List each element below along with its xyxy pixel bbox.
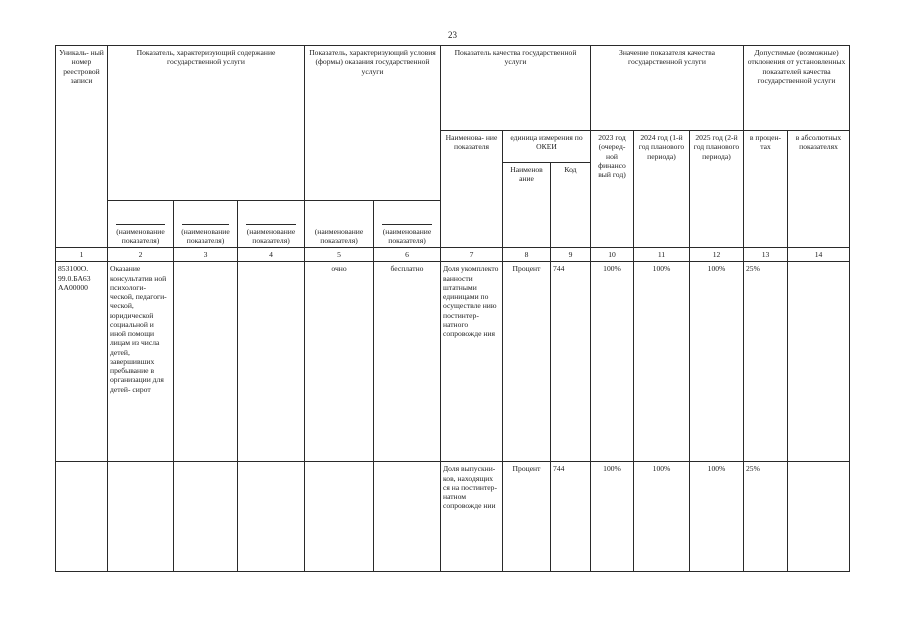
cell-code: 744: [551, 262, 591, 462]
col-number: 7: [441, 248, 503, 262]
cell-unit: Процент: [503, 262, 551, 462]
header-content-indicator: Показатель, характеризующий содержание государственной услуги: [108, 46, 305, 201]
col-number: 6: [374, 248, 441, 262]
subheader-condition-2: (наименование показателя): [374, 201, 441, 248]
cell-deviation-absolute: [788, 462, 850, 572]
col-number: 8: [503, 248, 551, 262]
header-allowed-deviations: Допустимые (возможные) отклонения от установленных показателей качества государственной услуги: [744, 46, 850, 131]
subheader-content-1: (наименование показателя): [108, 201, 174, 248]
col-number: 2: [108, 248, 174, 262]
header-percent: в процен- тах: [744, 131, 788, 248]
cell-value-2025: 100%: [690, 462, 744, 572]
col-number: 9: [551, 248, 591, 262]
cell-content-3: [238, 262, 305, 462]
col-number: 13: [744, 248, 788, 262]
cell-content-1: Оказание консультатив ной психологи- ческой, педагоги- ческой, юридической социальной и иной помощи лицам из числа детей, завершивших пребывание в организации для детей- сирот: [108, 262, 174, 462]
header-quality-indicator: Показатель качества государственной услуги: [441, 46, 591, 131]
col-number: 11: [634, 248, 690, 262]
cell-record: [56, 462, 108, 572]
cell-condition-1: [305, 462, 374, 572]
column-numbers-row: [56, 248, 850, 262]
page-number: 23: [448, 30, 457, 40]
cell-content-1: [108, 462, 174, 572]
cell-value-2024: 100%: [634, 462, 690, 572]
table-row: [56, 462, 850, 572]
col-number: 14: [788, 248, 850, 262]
cell-unit: Процент: [503, 462, 551, 572]
header-year-2023: 2023 год (очеред- ной финансо вый год): [591, 131, 634, 248]
cell-content-2: [174, 262, 238, 462]
header-year-2024: 2024 год (1-й год планового периода): [634, 131, 690, 248]
table-row: [56, 262, 850, 462]
cell-condition-1: очно: [305, 262, 374, 462]
cell-deviation-absolute: [788, 262, 850, 462]
quality-indicators-table: [55, 45, 850, 572]
header-unit-okei: единица измерения по ОКЕИ: [503, 131, 591, 163]
cell-value-2023: 100%: [591, 262, 634, 462]
col-number: 4: [238, 248, 305, 262]
cell-code: 744: [551, 462, 591, 572]
header-unit-name: Наименов ание: [503, 163, 551, 248]
cell-condition-2: бесплатно: [374, 262, 441, 462]
header-quality-values: Значение показателя качества государственной услуги: [591, 46, 744, 131]
cell-indicator: Доля укомплекто ванности штатными единицами по осуществле нию постинтер- натного сопровожде ния: [441, 262, 503, 462]
header-conditions-indicator: Показатель, характеризующий условия (формы) оказания государственной услуги: [305, 46, 441, 201]
cell-value-2025: 100%: [690, 262, 744, 462]
cell-value-2023: 100%: [591, 462, 634, 572]
header-unique-record: Уникаль- ный номер реестровой записи: [56, 46, 108, 248]
col-number: 3: [174, 248, 238, 262]
header-year-2025: 2025 год (2-й год планового периода): [690, 131, 744, 248]
subheader-condition-1: (наименование показателя): [305, 201, 374, 248]
cell-content-2: [174, 462, 238, 572]
col-number: 12: [690, 248, 744, 262]
col-number: 1: [56, 248, 108, 262]
subheader-content-2: (наименование показателя): [174, 201, 238, 248]
cell-indicator: Доля выпускни- ков, находящих ся на постинтер- натном сопровожде нии: [441, 462, 503, 572]
subheader-content-3: (наименование показателя): [238, 201, 305, 248]
cell-record: 853100О. 99.0.БА63 АА00000: [56, 262, 108, 462]
header-absolute: в абсолютных показателях: [788, 131, 850, 248]
cell-deviation-percent: 25%: [744, 262, 788, 462]
col-number: 5: [305, 248, 374, 262]
cell-deviation-percent: 25%: [744, 462, 788, 572]
header-unit-code: Код: [551, 163, 591, 248]
col-number: 10: [591, 248, 634, 262]
cell-content-3: [238, 462, 305, 572]
header-indicator-name: Наименова- ние показателя: [441, 131, 503, 248]
cell-value-2024: 100%: [634, 262, 690, 462]
cell-condition-2: [374, 462, 441, 572]
